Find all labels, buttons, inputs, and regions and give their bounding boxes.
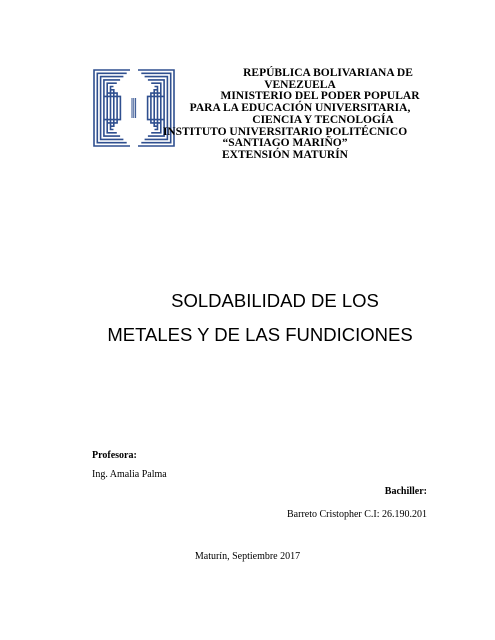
document-title	[80, 284, 440, 352]
header-line: REPÚBLICA BOLIVARIANA DE	[243, 67, 413, 79]
title-line: METALES Y DE LAS FUNDICIONES	[107, 324, 413, 345]
profesora-name: Ing. Amalia Palma	[92, 469, 167, 480]
logo-stripe	[94, 70, 130, 146]
header-line: INSTITUTO UNIVERSITARIO POLITÉCNICO	[162, 125, 408, 138]
title-line: SOLDABILIDAD DE LOS	[171, 290, 379, 311]
profesora-label: Profesora:	[92, 450, 137, 461]
bachiller-label: Bachiller:	[384, 486, 427, 497]
logo-bar	[135, 98, 136, 118]
header-line: EXTENSIÓN MATURÍN	[222, 148, 348, 161]
institution-header	[150, 68, 420, 162]
logo-stripe	[107, 93, 117, 123]
logo-bar	[132, 98, 133, 118]
header-line: PARA LA EDUCACIÓN UNIVERSITARIA,	[189, 102, 411, 115]
header-line: MINISTERIO DEL PODER POPULAR	[220, 90, 420, 103]
bachiller-name: Barreto Cristopher C.I: 26.190.201	[287, 509, 427, 520]
logo-stripe	[107, 83, 117, 133]
header-line: CIENCIA Y TECNOLOGÍA	[252, 113, 394, 126]
logo-bar	[133, 98, 134, 118]
place-date: Maturín, Septiembre 2017	[194, 551, 301, 562]
header-line: “SANTIAGO MARIÑO”	[222, 137, 348, 150]
header-line: VENEZUELA	[264, 78, 336, 91]
